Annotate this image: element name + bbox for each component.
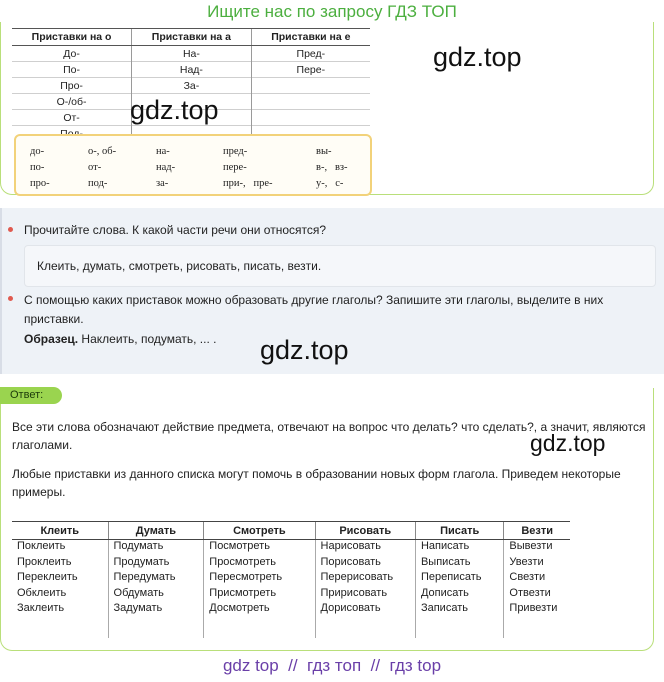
prefix-column xyxy=(316,144,348,192)
table-cell xyxy=(251,94,370,110)
table-cell: По- xyxy=(12,62,132,78)
prefix-item: под- xyxy=(88,178,108,189)
watermark: gdz.top xyxy=(260,335,349,365)
table-cell: Увезти xyxy=(504,556,570,572)
table-cell xyxy=(415,618,503,638)
answer-badge: Ответ: xyxy=(0,387,62,404)
table-cell: Перерисовать xyxy=(315,571,415,587)
verb-table xyxy=(12,521,570,638)
table-cell: Свезти xyxy=(504,571,570,587)
prefix-column xyxy=(156,144,175,192)
prefix-item: о-, об- xyxy=(88,146,117,157)
table-cell: Пред- xyxy=(251,46,370,62)
table-cell: Просмотреть xyxy=(204,556,315,572)
table-cell: Привезти xyxy=(504,602,570,618)
answer-paragraph-2: Любые приставки из данного списка могут помочь в образовании новых форм глагола. Приведем некоторые примеры. xyxy=(12,467,621,499)
table-cell: От- xyxy=(12,110,132,126)
prefix-item: у-, с- xyxy=(316,178,344,189)
watermark: gdz.top xyxy=(433,42,522,72)
prefix-box xyxy=(14,134,372,196)
prefix-header-e: Приставки на е xyxy=(251,29,370,46)
prefix-item: по- xyxy=(30,162,45,173)
table-cell: Проклеить xyxy=(17,555,72,568)
table-cell: Присмотреть xyxy=(204,587,315,603)
prefix-item: в-, вз- xyxy=(316,162,348,173)
table-cell: Нарисовать xyxy=(315,540,415,556)
prefix-header-o: Приставки на о xyxy=(12,29,132,46)
word-list-box xyxy=(24,245,656,287)
table-cell: Пририсовать xyxy=(315,587,415,603)
table-cell: Дорисовать xyxy=(315,602,415,618)
footer-links: gdz top // гдз топ // гдз top xyxy=(222,656,442,675)
table-cell: Переклеить xyxy=(17,571,78,583)
prefix-item: до- xyxy=(30,146,45,157)
table-row xyxy=(12,78,370,94)
table-cell: Про- xyxy=(12,78,132,94)
table-cell: Записать xyxy=(415,602,503,618)
table-cell: Подумать xyxy=(108,540,204,556)
table-cell: Заклеить xyxy=(17,602,65,614)
prefix-item: вы- xyxy=(316,146,332,157)
table-cell: Отвезти xyxy=(504,587,570,603)
prefix-column xyxy=(30,144,50,192)
table-cell: До- xyxy=(12,46,132,62)
verb-header: Клеить xyxy=(12,522,108,540)
table-cell: За- xyxy=(132,78,252,94)
prefix-item: при-, пре- xyxy=(223,178,273,189)
verb-header: Думать xyxy=(108,522,204,540)
table-cell: Посмотреть xyxy=(204,540,315,556)
task-question-2: С помощью каких приставок можно образовать другие глаголы? Запишите эти глаголы, выделите в них приставки. xyxy=(24,293,604,326)
table-row xyxy=(12,46,370,62)
prefix-item: на- xyxy=(156,146,170,157)
verb-header: Писать xyxy=(415,522,503,540)
table-cell: Порисовать xyxy=(315,556,415,572)
answer-paragraph-1: Все эти слова обозначают действие предмета, отвечают на вопрос что делать? что сделать?, а значит, являются глаголами. xyxy=(12,420,646,452)
prefix-item: пере- xyxy=(223,162,247,173)
table-cell xyxy=(504,618,570,638)
sample-line xyxy=(24,330,216,349)
prefix-item: пред- xyxy=(223,146,248,157)
verb-header: Рисовать xyxy=(315,522,415,540)
word-list: Клеить, думать, смотреть, рисовать, писать, везти. xyxy=(37,259,322,273)
prefix-item: про- xyxy=(30,178,50,189)
table-cell xyxy=(315,618,415,638)
table-cell: Пересмотреть xyxy=(204,571,315,587)
table-row xyxy=(12,62,370,78)
table-cell: Поклеить xyxy=(17,540,66,552)
table-cell xyxy=(108,618,204,638)
table-cell: Досмотреть xyxy=(204,602,315,618)
table-cell: Написать xyxy=(415,540,503,556)
prefix-column xyxy=(223,144,273,192)
sample-text: Наклеить, подумать, ... . xyxy=(78,332,217,346)
prefix-item: над- xyxy=(156,162,176,173)
table-cell: Обклеить xyxy=(17,586,67,599)
prefix-column xyxy=(88,144,116,192)
table-cell: Передумать xyxy=(108,571,204,587)
prefix-header-a: Приставки на а xyxy=(132,29,252,46)
sample-label: Образец. xyxy=(24,332,79,346)
verb-header: Смотреть xyxy=(204,522,315,540)
bullet-icon xyxy=(8,296,13,301)
table-cell: Переписать xyxy=(415,571,503,587)
watermark: gdz.top xyxy=(130,95,219,125)
table-cell: На- xyxy=(132,46,252,62)
verb-header: Везти xyxy=(504,522,570,540)
table-cell: Задумать xyxy=(108,602,204,618)
bullet-icon xyxy=(8,227,13,232)
prefix-item: за- xyxy=(156,178,169,189)
watermark: gdz.top xyxy=(530,430,606,456)
table-row xyxy=(12,602,570,618)
table-cell: Выписать xyxy=(415,556,503,572)
table-row xyxy=(12,571,570,587)
table-cell: Над- xyxy=(132,62,252,78)
table-cell: Продумать xyxy=(108,556,204,572)
table-cell: Обдумать xyxy=(108,587,204,603)
prefix-item: от- xyxy=(88,162,102,173)
table-row xyxy=(12,540,570,556)
task-question-1: Прочитайте слова. К какой части речи они относятся? xyxy=(24,223,327,237)
table-cell: Пере- xyxy=(251,62,370,78)
table-cell xyxy=(251,110,370,126)
table-cell xyxy=(251,78,370,94)
table-cell xyxy=(204,618,315,638)
top-banner: Ищите нас по запросу ГДЗ ТОП xyxy=(207,2,457,21)
table-cell: Дописать xyxy=(415,587,503,603)
table-row xyxy=(12,587,570,603)
table-cell: Вывезти xyxy=(504,540,570,556)
table-row xyxy=(12,556,570,572)
table-cell xyxy=(12,618,108,638)
table-cell: О-/об- xyxy=(12,94,132,110)
